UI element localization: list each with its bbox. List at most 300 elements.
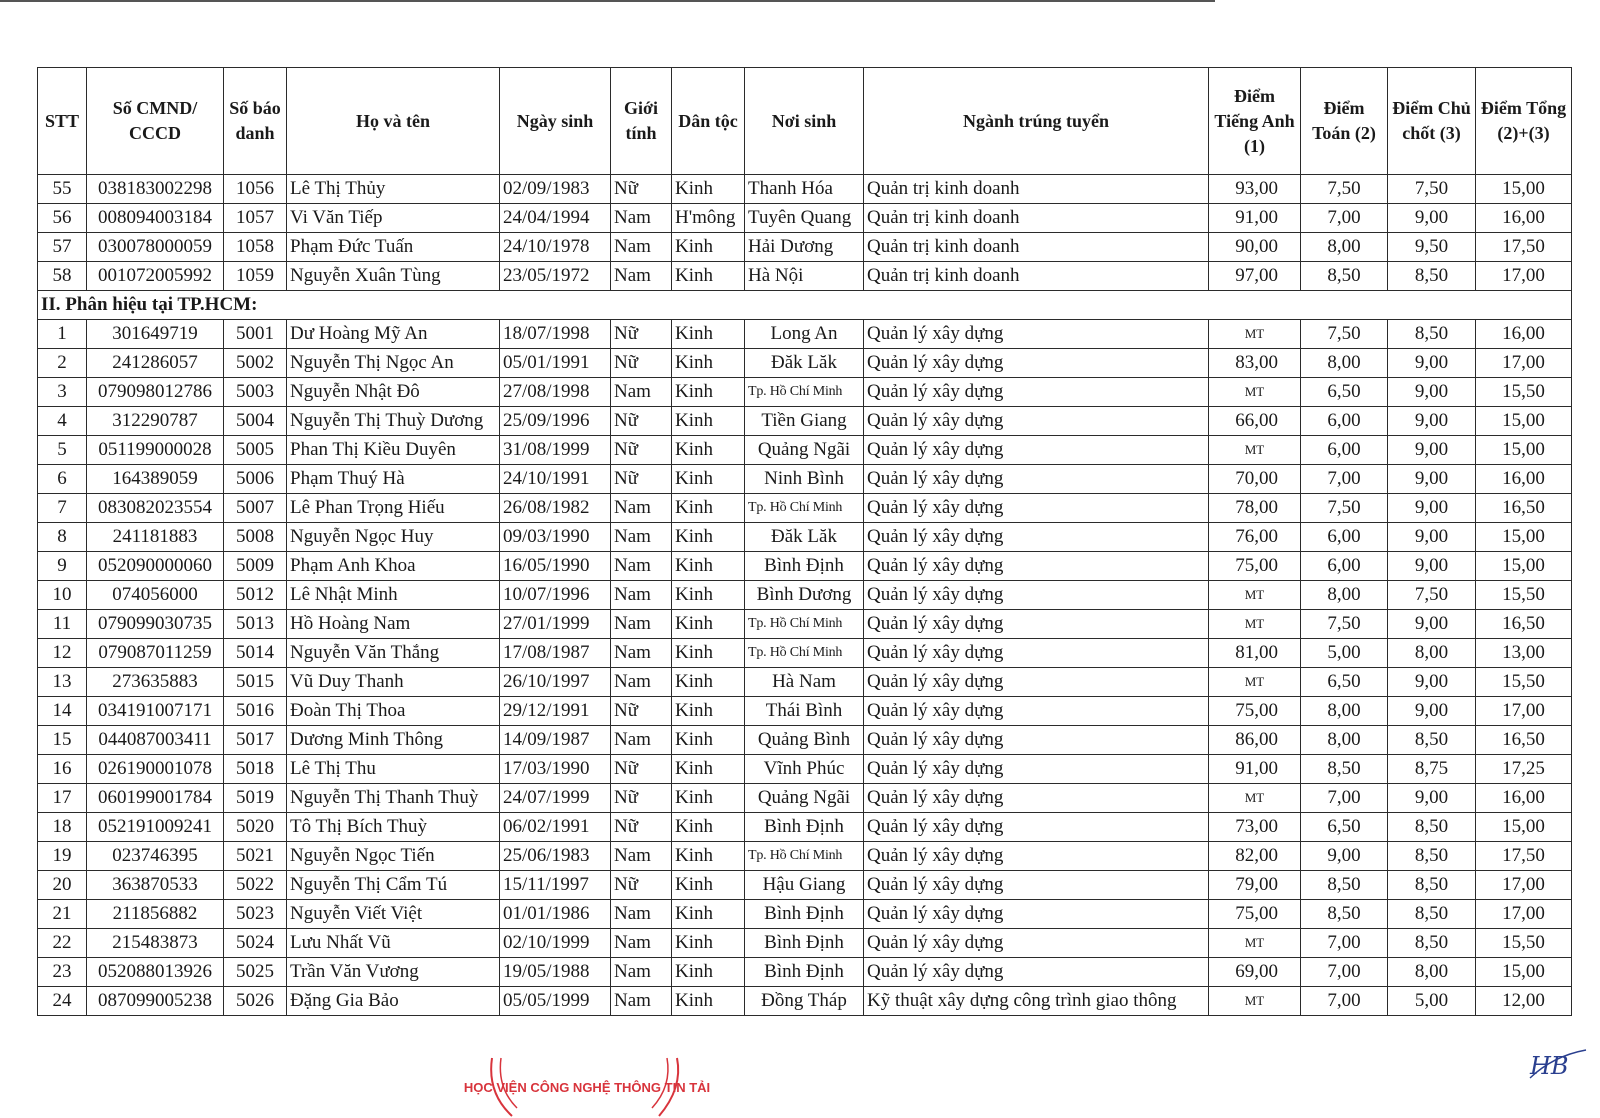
- col-header-gender: Giới tính: [611, 68, 672, 175]
- cell-core: 8,50: [1388, 929, 1476, 958]
- cell-dob: 16/05/1990: [500, 552, 611, 581]
- cell-math: 5,00: [1301, 639, 1388, 668]
- cell-sbd: 5013: [224, 610, 287, 639]
- cell-ethnic: Kinh: [672, 639, 745, 668]
- cell-dob: 27/08/1998: [500, 378, 611, 407]
- cell-dob: 17/03/1990: [500, 755, 611, 784]
- cell-english: 86,00: [1209, 726, 1301, 755]
- cell-name: Trần Văn Vương: [287, 958, 500, 987]
- cell-english: 91,00: [1209, 204, 1301, 233]
- cell-gender: Nam: [611, 233, 672, 262]
- cell-ethnic: Kinh: [672, 494, 745, 523]
- cell-dob: 24/04/1994: [500, 204, 611, 233]
- col-header-dob: Ngày sinh: [500, 68, 611, 175]
- cell-core: 9,00: [1388, 465, 1476, 494]
- table-header-row: [38, 68, 1572, 175]
- table-row: [38, 929, 1572, 958]
- cell-core: 9,00: [1388, 378, 1476, 407]
- cell-english: MT: [1209, 784, 1301, 813]
- cell-dob: 09/03/1990: [500, 523, 611, 552]
- cell-english: MT: [1209, 378, 1301, 407]
- cell-sbd: 1058: [224, 233, 287, 262]
- col-header-cmnd: Số CMND/ CCCD: [87, 68, 224, 175]
- cell-dob: 24/07/1999: [500, 784, 611, 813]
- cell-english: 90,00: [1209, 233, 1301, 262]
- cell-ethnic: Kinh: [672, 813, 745, 842]
- cell-total: 13,00: [1476, 639, 1572, 668]
- cell-math: 7,50: [1301, 610, 1388, 639]
- table-row: [38, 204, 1572, 233]
- cell-total: 17,50: [1476, 233, 1572, 262]
- cell-dob: 05/01/1991: [500, 349, 611, 378]
- cell-cmnd: 074056000: [87, 581, 224, 610]
- cell-name: Nguyễn Thị Thuỳ Dương: [287, 407, 500, 436]
- cell-major: Quản lý xây dựng: [864, 494, 1209, 523]
- table-row: [38, 813, 1572, 842]
- cell-gender: Nam: [611, 494, 672, 523]
- cell-dob: 17/08/1987: [500, 639, 611, 668]
- cell-birthplace: Tuyên Quang: [745, 204, 864, 233]
- cell-dob: 24/10/1991: [500, 465, 611, 494]
- cell-name: Nguyễn Xuân Tùng: [287, 262, 500, 291]
- cell-core: 9,00: [1388, 523, 1476, 552]
- cell-core: 8,50: [1388, 871, 1476, 900]
- cell-sbd: 5026: [224, 987, 287, 1016]
- cell-birthplace: Bình Định: [745, 900, 864, 929]
- cell-core: 8,50: [1388, 842, 1476, 871]
- cell-english: MT: [1209, 929, 1301, 958]
- cell-dob: 02/09/1983: [500, 175, 611, 204]
- cell-english: MT: [1209, 581, 1301, 610]
- cell-cmnd: 044087003411: [87, 726, 224, 755]
- cell-name: Hồ Hoàng Nam: [287, 610, 500, 639]
- cell-major: Quản lý xây dựng: [864, 697, 1209, 726]
- cell-gender: Nữ: [611, 407, 672, 436]
- cell-math: 7,50: [1301, 494, 1388, 523]
- cell-dob: 25/06/1983: [500, 842, 611, 871]
- cell-major: Quản lý xây dựng: [864, 436, 1209, 465]
- cell-gender: Nữ: [611, 349, 672, 378]
- cell-birthplace: Ninh Bình: [745, 465, 864, 494]
- cell-stt: 22: [38, 929, 87, 958]
- cell-english: MT: [1209, 436, 1301, 465]
- cell-total: 15,50: [1476, 929, 1572, 958]
- cell-english: 73,00: [1209, 813, 1301, 842]
- cell-sbd: 5022: [224, 871, 287, 900]
- cell-ethnic: Kinh: [672, 581, 745, 610]
- cell-major: Quản lý xây dựng: [864, 726, 1209, 755]
- table-row: [38, 523, 1572, 552]
- cell-dob: 26/08/1982: [500, 494, 611, 523]
- cell-math: 8,50: [1301, 262, 1388, 291]
- cell-name: Vũ Duy Thanh: [287, 668, 500, 697]
- cell-gender: Nam: [611, 552, 672, 581]
- cell-birthplace: Quảng Bình: [745, 726, 864, 755]
- cell-major: Quản trị kinh doanh: [864, 233, 1209, 262]
- cell-core: 9,50: [1388, 233, 1476, 262]
- cell-major: Quản lý xây dựng: [864, 465, 1209, 494]
- cell-name: Nguyễn Nhật Đô: [287, 378, 500, 407]
- cell-name: Tô Thị Bích Thuỳ: [287, 813, 500, 842]
- cell-math: 8,00: [1301, 581, 1388, 610]
- cell-major: Quản trị kinh doanh: [864, 204, 1209, 233]
- cell-english: 81,00: [1209, 639, 1301, 668]
- cell-cmnd: 026190001078: [87, 755, 224, 784]
- cell-english: 97,00: [1209, 262, 1301, 291]
- cell-core: 9,00: [1388, 668, 1476, 697]
- cell-major: Quản lý xây dựng: [864, 610, 1209, 639]
- cell-total: 17,00: [1476, 871, 1572, 900]
- cell-cmnd: 273635883: [87, 668, 224, 697]
- cell-ethnic: Kinh: [672, 233, 745, 262]
- cell-total: 12,00: [1476, 987, 1572, 1016]
- cell-cmnd: 038183002298: [87, 175, 224, 204]
- cell-sbd: 5024: [224, 929, 287, 958]
- cell-ethnic: Kinh: [672, 465, 745, 494]
- cell-name: Nguyễn Thị Cẩm Tú: [287, 871, 500, 900]
- cell-math: 7,00: [1301, 929, 1388, 958]
- cell-stt: 14: [38, 697, 87, 726]
- cell-name: Dương Minh Thông: [287, 726, 500, 755]
- table-row: [38, 639, 1572, 668]
- cell-total: 17,00: [1476, 900, 1572, 929]
- table-row: [38, 436, 1572, 465]
- cell-dob: 27/01/1999: [500, 610, 611, 639]
- cell-total: 16,50: [1476, 610, 1572, 639]
- col-header-birthplace: Nơi sinh: [745, 68, 864, 175]
- cell-english: 83,00: [1209, 349, 1301, 378]
- cell-total: 15,50: [1476, 378, 1572, 407]
- red-stamp: [463, 1058, 711, 1118]
- cell-stt: 1: [38, 320, 87, 349]
- cell-major: Quản lý xây dựng: [864, 407, 1209, 436]
- col-header-math: Điểm Toán (2): [1301, 68, 1388, 175]
- cell-major: Quản lý xây dựng: [864, 668, 1209, 697]
- cell-name: Vi Văn Tiếp: [287, 204, 500, 233]
- cell-stt: 13: [38, 668, 87, 697]
- cell-gender: Nam: [611, 929, 672, 958]
- cell-total: 15,00: [1476, 407, 1572, 436]
- top-rule: [0, 0, 1215, 2]
- cell-ethnic: Kinh: [672, 552, 745, 581]
- cell-cmnd: 241286057: [87, 349, 224, 378]
- cell-name: Nguyễn Văn Thắng: [287, 639, 500, 668]
- cell-gender: Nam: [611, 842, 672, 871]
- cell-name: Lưu Nhất Vũ: [287, 929, 500, 958]
- cell-sbd: 5006: [224, 465, 287, 494]
- cell-cmnd: 079087011259: [87, 639, 224, 668]
- cell-math: 6,00: [1301, 407, 1388, 436]
- cell-english: 91,00: [1209, 755, 1301, 784]
- cell-core: 8,50: [1388, 262, 1476, 291]
- cell-core: 8,75: [1388, 755, 1476, 784]
- cell-stt: 15: [38, 726, 87, 755]
- cell-core: 8,00: [1388, 958, 1476, 987]
- cell-ethnic: Kinh: [672, 175, 745, 204]
- table-row: [38, 784, 1572, 813]
- cell-dob: 19/05/1988: [500, 958, 611, 987]
- cell-major: Quản lý xây dựng: [864, 871, 1209, 900]
- cell-stt: 2: [38, 349, 87, 378]
- cell-stt: 55: [38, 175, 87, 204]
- col-header-english: Điểm Tiếng Anh (1): [1209, 68, 1301, 175]
- cell-ethnic: Kinh: [672, 900, 745, 929]
- cell-stt: 58: [38, 262, 87, 291]
- cell-math: 6,50: [1301, 813, 1388, 842]
- cell-name: Lê Thị Thu: [287, 755, 500, 784]
- table-row: [38, 494, 1572, 523]
- cell-gender: Nam: [611, 523, 672, 552]
- cell-sbd: 5019: [224, 784, 287, 813]
- cell-total: 15,00: [1476, 175, 1572, 204]
- cell-birthplace: Vĩnh Phúc: [745, 755, 864, 784]
- cell-core: 9,00: [1388, 204, 1476, 233]
- cell-sbd: 1057: [224, 204, 287, 233]
- cell-stt: 7: [38, 494, 87, 523]
- cell-birthplace: Hải Dương: [745, 233, 864, 262]
- cell-birthplace: Tp. Hồ Chí Minh: [745, 610, 864, 639]
- cell-cmnd: 030078000059: [87, 233, 224, 262]
- cell-math: 8,00: [1301, 233, 1388, 262]
- cell-ethnic: Kinh: [672, 929, 745, 958]
- cell-sbd: 5018: [224, 755, 287, 784]
- cell-core: 9,00: [1388, 436, 1476, 465]
- cell-cmnd: 060199001784: [87, 784, 224, 813]
- cell-dob: 14/09/1987: [500, 726, 611, 755]
- cell-math: 6,50: [1301, 378, 1388, 407]
- cell-english: MT: [1209, 987, 1301, 1016]
- section-row: [38, 291, 1572, 320]
- table-row: [38, 726, 1572, 755]
- cell-core: 8,50: [1388, 320, 1476, 349]
- col-header-core: Điểm Chủ chốt (3): [1388, 68, 1476, 175]
- cell-cmnd: 001072005992: [87, 262, 224, 291]
- cell-major: Quản lý xây dựng: [864, 639, 1209, 668]
- cell-math: 6,00: [1301, 436, 1388, 465]
- cell-dob: 06/02/1991: [500, 813, 611, 842]
- cell-core: 9,00: [1388, 610, 1476, 639]
- cell-core: 5,00: [1388, 987, 1476, 1016]
- cell-gender: Nữ: [611, 465, 672, 494]
- cell-stt: 57: [38, 233, 87, 262]
- table-row: [38, 262, 1572, 291]
- cell-stt: 17: [38, 784, 87, 813]
- table-row: [38, 668, 1572, 697]
- cell-core: 9,00: [1388, 407, 1476, 436]
- cell-gender: Nam: [611, 262, 672, 291]
- table-row: [38, 987, 1572, 1016]
- cell-stt: 5: [38, 436, 87, 465]
- cell-sbd: 5021: [224, 842, 287, 871]
- cell-sbd: 5004: [224, 407, 287, 436]
- cell-math: 7,00: [1301, 958, 1388, 987]
- cell-core: 9,00: [1388, 784, 1476, 813]
- cell-english: 79,00: [1209, 871, 1301, 900]
- cell-stt: 19: [38, 842, 87, 871]
- cell-sbd: 5008: [224, 523, 287, 552]
- cell-math: 8,50: [1301, 871, 1388, 900]
- cell-gender: Nam: [611, 958, 672, 987]
- cell-math: 7,00: [1301, 987, 1388, 1016]
- cell-ethnic: Kinh: [672, 378, 745, 407]
- cell-total: 16,00: [1476, 320, 1572, 349]
- col-header-major: Ngành trúng tuyển: [864, 68, 1209, 175]
- cell-ethnic: Kinh: [672, 610, 745, 639]
- cell-ethnic: Kinh: [672, 784, 745, 813]
- cell-ethnic: Kinh: [672, 697, 745, 726]
- cell-english: 75,00: [1209, 697, 1301, 726]
- cell-birthplace: Bình Định: [745, 813, 864, 842]
- cell-core: 7,50: [1388, 175, 1476, 204]
- cell-stt: 16: [38, 755, 87, 784]
- cell-ethnic: Kinh: [672, 436, 745, 465]
- cell-major: Quản lý xây dựng: [864, 523, 1209, 552]
- cell-sbd: 5014: [224, 639, 287, 668]
- cell-name: Lê Thị Thủy: [287, 175, 500, 204]
- cell-birthplace: Tp. Hồ Chí Minh: [745, 378, 864, 407]
- cell-math: 6,50: [1301, 668, 1388, 697]
- cell-math: 8,50: [1301, 900, 1388, 929]
- cell-cmnd: 215483873: [87, 929, 224, 958]
- cell-birthplace: Bình Dương: [745, 581, 864, 610]
- cell-cmnd: 023746395: [87, 842, 224, 871]
- cell-ethnic: Kinh: [672, 523, 745, 552]
- cell-major: Quản lý xây dựng: [864, 349, 1209, 378]
- cell-stt: 23: [38, 958, 87, 987]
- cell-name: Đặng Gia Bảo: [287, 987, 500, 1016]
- cell-stt: 12: [38, 639, 87, 668]
- cell-gender: Nam: [611, 378, 672, 407]
- cell-birthplace: Hà Nam: [745, 668, 864, 697]
- table-row: [38, 755, 1572, 784]
- cell-gender: Nữ: [611, 697, 672, 726]
- cell-math: 7,50: [1301, 320, 1388, 349]
- cell-sbd: 5023: [224, 900, 287, 929]
- cell-sbd: 5007: [224, 494, 287, 523]
- cell-cmnd: 052191009241: [87, 813, 224, 842]
- cell-cmnd: 052090000060: [87, 552, 224, 581]
- cell-birthplace: Đồng Tháp: [745, 987, 864, 1016]
- col-header-ethnic: Dân tộc: [672, 68, 745, 175]
- table-row: [38, 610, 1572, 639]
- cell-dob: 31/08/1999: [500, 436, 611, 465]
- cell-cmnd: 079098012786: [87, 378, 224, 407]
- cell-ethnic: Kinh: [672, 407, 745, 436]
- cell-cmnd: 008094003184: [87, 204, 224, 233]
- table-row: [38, 233, 1572, 262]
- cell-ethnic: Kinh: [672, 262, 745, 291]
- cell-core: 9,00: [1388, 349, 1476, 378]
- cell-english: 70,00: [1209, 465, 1301, 494]
- cell-math: 7,50: [1301, 175, 1388, 204]
- cell-core: 8,50: [1388, 726, 1476, 755]
- cell-gender: Nữ: [611, 436, 672, 465]
- cell-total: 16,00: [1476, 204, 1572, 233]
- cell-stt: 9: [38, 552, 87, 581]
- cell-birthplace: Tp. Hồ Chí Minh: [745, 842, 864, 871]
- signature-text: HB: [1530, 1052, 1569, 1080]
- cell-dob: 29/12/1991: [500, 697, 611, 726]
- cell-total: 17,00: [1476, 349, 1572, 378]
- cell-sbd: 5002: [224, 349, 287, 378]
- cell-major: Quản lý xây dựng: [864, 552, 1209, 581]
- cell-cmnd: 301649719: [87, 320, 224, 349]
- cell-cmnd: 087099005238: [87, 987, 224, 1016]
- cell-dob: 05/05/1999: [500, 987, 611, 1016]
- cell-english: 75,00: [1209, 552, 1301, 581]
- cell-total: 17,00: [1476, 697, 1572, 726]
- table-row: [38, 958, 1572, 987]
- stamp-text: HỌC VIỆN CÔNG NGHỆ THÔNG TIN TẢI: [463, 1080, 711, 1095]
- cell-major: Quản lý xây dựng: [864, 378, 1209, 407]
- cell-core: 9,00: [1388, 494, 1476, 523]
- cell-ethnic: Kinh: [672, 958, 745, 987]
- cell-english: 66,00: [1209, 407, 1301, 436]
- cell-name: Lê Phan Trọng Hiếu: [287, 494, 500, 523]
- cell-total: 16,50: [1476, 726, 1572, 755]
- cell-ethnic: Kinh: [672, 871, 745, 900]
- cell-math: 8,00: [1301, 697, 1388, 726]
- cell-gender: Nam: [611, 987, 672, 1016]
- cell-english: 93,00: [1209, 175, 1301, 204]
- table-body-top: [38, 175, 1572, 291]
- cell-sbd: 5012: [224, 581, 287, 610]
- cell-name: Nguyễn Ngọc Tiến: [287, 842, 500, 871]
- cell-cmnd: 052088013926: [87, 958, 224, 987]
- cell-gender: Nam: [611, 581, 672, 610]
- cell-total: 15,00: [1476, 958, 1572, 987]
- cell-math: 7,00: [1301, 204, 1388, 233]
- cell-name: Phạm Thuý Hà: [287, 465, 500, 494]
- cell-sbd: 1056: [224, 175, 287, 204]
- cell-dob: 26/10/1997: [500, 668, 611, 697]
- cell-math: 8,00: [1301, 349, 1388, 378]
- cell-sbd: 5015: [224, 668, 287, 697]
- cell-stt: 10: [38, 581, 87, 610]
- cell-sbd: 5016: [224, 697, 287, 726]
- col-header-name: Họ và tên: [287, 68, 500, 175]
- cell-major: Quản lý xây dựng: [864, 900, 1209, 929]
- cell-english: MT: [1209, 668, 1301, 697]
- table-row: [38, 552, 1572, 581]
- cell-stt: 3: [38, 378, 87, 407]
- cell-stt: 24: [38, 987, 87, 1016]
- cell-cmnd: 079099030735: [87, 610, 224, 639]
- cell-gender: Nữ: [611, 175, 672, 204]
- cell-name: Đoàn Thị Thoa: [287, 697, 500, 726]
- cell-birthplace: Thái Bình: [745, 697, 864, 726]
- table-row: [38, 378, 1572, 407]
- col-header-sbd: Số báo danh: [224, 68, 287, 175]
- cell-total: 16,50: [1476, 494, 1572, 523]
- col-header-stt: STT: [38, 68, 87, 175]
- table-row: [38, 407, 1572, 436]
- cell-total: 15,00: [1476, 552, 1572, 581]
- cell-gender: Nữ: [611, 871, 672, 900]
- cell-sbd: 5001: [224, 320, 287, 349]
- table-row: [38, 697, 1572, 726]
- cell-ethnic: Kinh: [672, 726, 745, 755]
- cell-stt: 6: [38, 465, 87, 494]
- cell-math: 7,00: [1301, 465, 1388, 494]
- cell-math: 9,00: [1301, 842, 1388, 871]
- cell-birthplace: Thanh Hóa: [745, 175, 864, 204]
- cell-core: 8,50: [1388, 813, 1476, 842]
- cell-ethnic: Kinh: [672, 842, 745, 871]
- cell-ethnic: Kinh: [672, 320, 745, 349]
- cell-birthplace: Bình Định: [745, 552, 864, 581]
- table-row: [38, 581, 1572, 610]
